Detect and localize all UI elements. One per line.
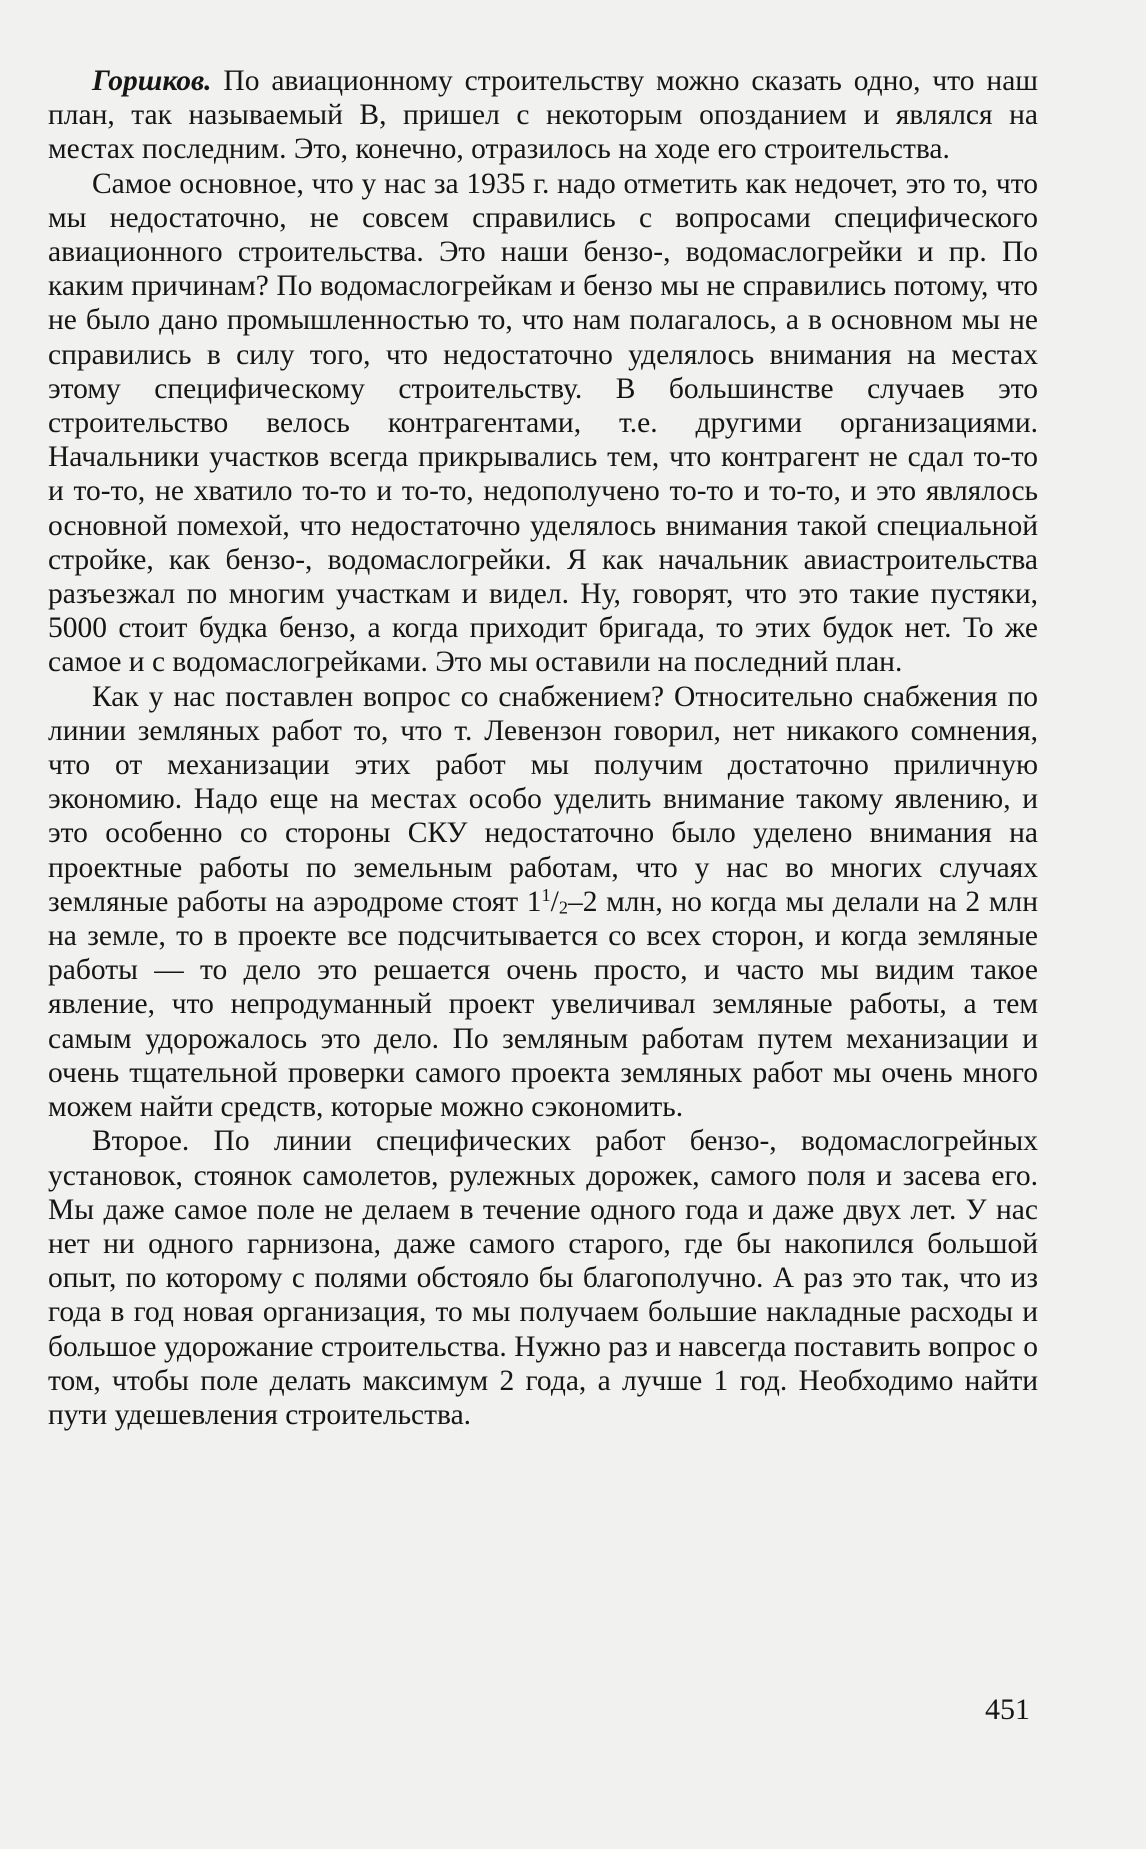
paragraph-3-text-before: Как у нас поставлен вопрос со снабжением? Относительно снабжения по линии земляных работ то, что т. Левензон говорил, нет никакого сомнения, что от механизации этих работ мы получим достаточно приличную экономию. Надо еще на местах особо уделить внимание такому явлению, и это особенно со стороны СКУ недостаточно было уделено внимания на проектные работы по земельным работам, что у нас во многих случаях земляные работы на аэродроме стоят: [48, 680, 1038, 918]
speaker-name: Горшков.: [92, 65, 212, 97]
paragraph-1: [48, 64, 1038, 167]
paragraph-2: Самое основное, что у нас за 1935 г. надо отметить как недочет, это то, что мы недостаточно, не совсем справились с вопросами специфического авиационного строительства. Это наши бензо-, водомаслогрейки и пр. По каким причинам? По водомаслогрейкам и бензо мы не справились потому, что не было дано промышленностью то, что нам полагалось, а в основном мы не справились в силу того, что недостаточно уделялось внимания на местах этому специфическому строительству. В большинстве случаев это строительство велось контрагентами, т.е. другими организациями. Начальники участков всегда прикрывались тем, что контрагент не сдал то-то и то-то, не хватило то-то и то-то, недополучено то-то и то-то, и это являлось основной помехой, что недостаточно уделялось внимания такой специальной стройке, как бензо-, водомаслогрейки. Я как начальник авиастроительства разъезжал по многим участкам и видел. Ну, говорят, что это такие пустяки, 5000 стоит будка бензо, а когда приходит бригада, то этих будок нет. То же самое и с водомаслогрейками. Это мы оставили на последний план.: [48, 167, 1038, 679]
page-number: 451: [985, 1693, 1030, 1726]
paragraph-3: [48, 680, 1038, 1125]
fraction-numerator: 1: [541, 884, 551, 905]
fraction-one-and-half: [527, 886, 568, 918]
paragraph-3-text-after: –2 млн, но когда мы делали на 2 млн на земле, то в проекте все подсчитывается со всех сторон, и когда земляные работы — то дело это решается очень просто, и часто мы видим такое явление, что непродуманный проект увеличивал земляные работы, а тем самым удорожалось это дело. По земляным работам путем механизации и очень тщательной проверки самого проекта земляных работ мы очень много можем найти средств, которые можно сэкономить.: [48, 885, 1038, 1124]
fraction-whole: 1: [526, 885, 542, 918]
paragraph-1-text: По авиационному строительству можно сказать одно, что наш план, так называемый В, пришел с некоторым опозданием и являлся на местах последним. Это, конечно, отразилось на ходе его строительства.: [48, 65, 1038, 166]
fraction-slash: /: [550, 885, 559, 918]
fraction-denominator: 2: [558, 897, 568, 918]
paragraph-4: Второе. По линии специфических работ бензо-, водомаслогрейных установок, стоянок самолетов, рулежных дорожек, самого поля и засева его. Мы даже самое поле не делаем в течение одного года и даже двух лет. У нас нет ни одного гарнизона, даже самого старого, где бы накопился большой опыт, по которому с полями обстояло бы благополучно. А раз это так, что из года в год новая организация, то мы получаем большие накладные расходы и большое удорожание строительства. Нужно раз и навсегда поставить вопрос о том, чтобы поле делать максимум 2 года, а лучше 1 год. Необходимо найти пути удешевления строительства.: [48, 1125, 1038, 1431]
body-text: [48, 64, 1038, 1432]
